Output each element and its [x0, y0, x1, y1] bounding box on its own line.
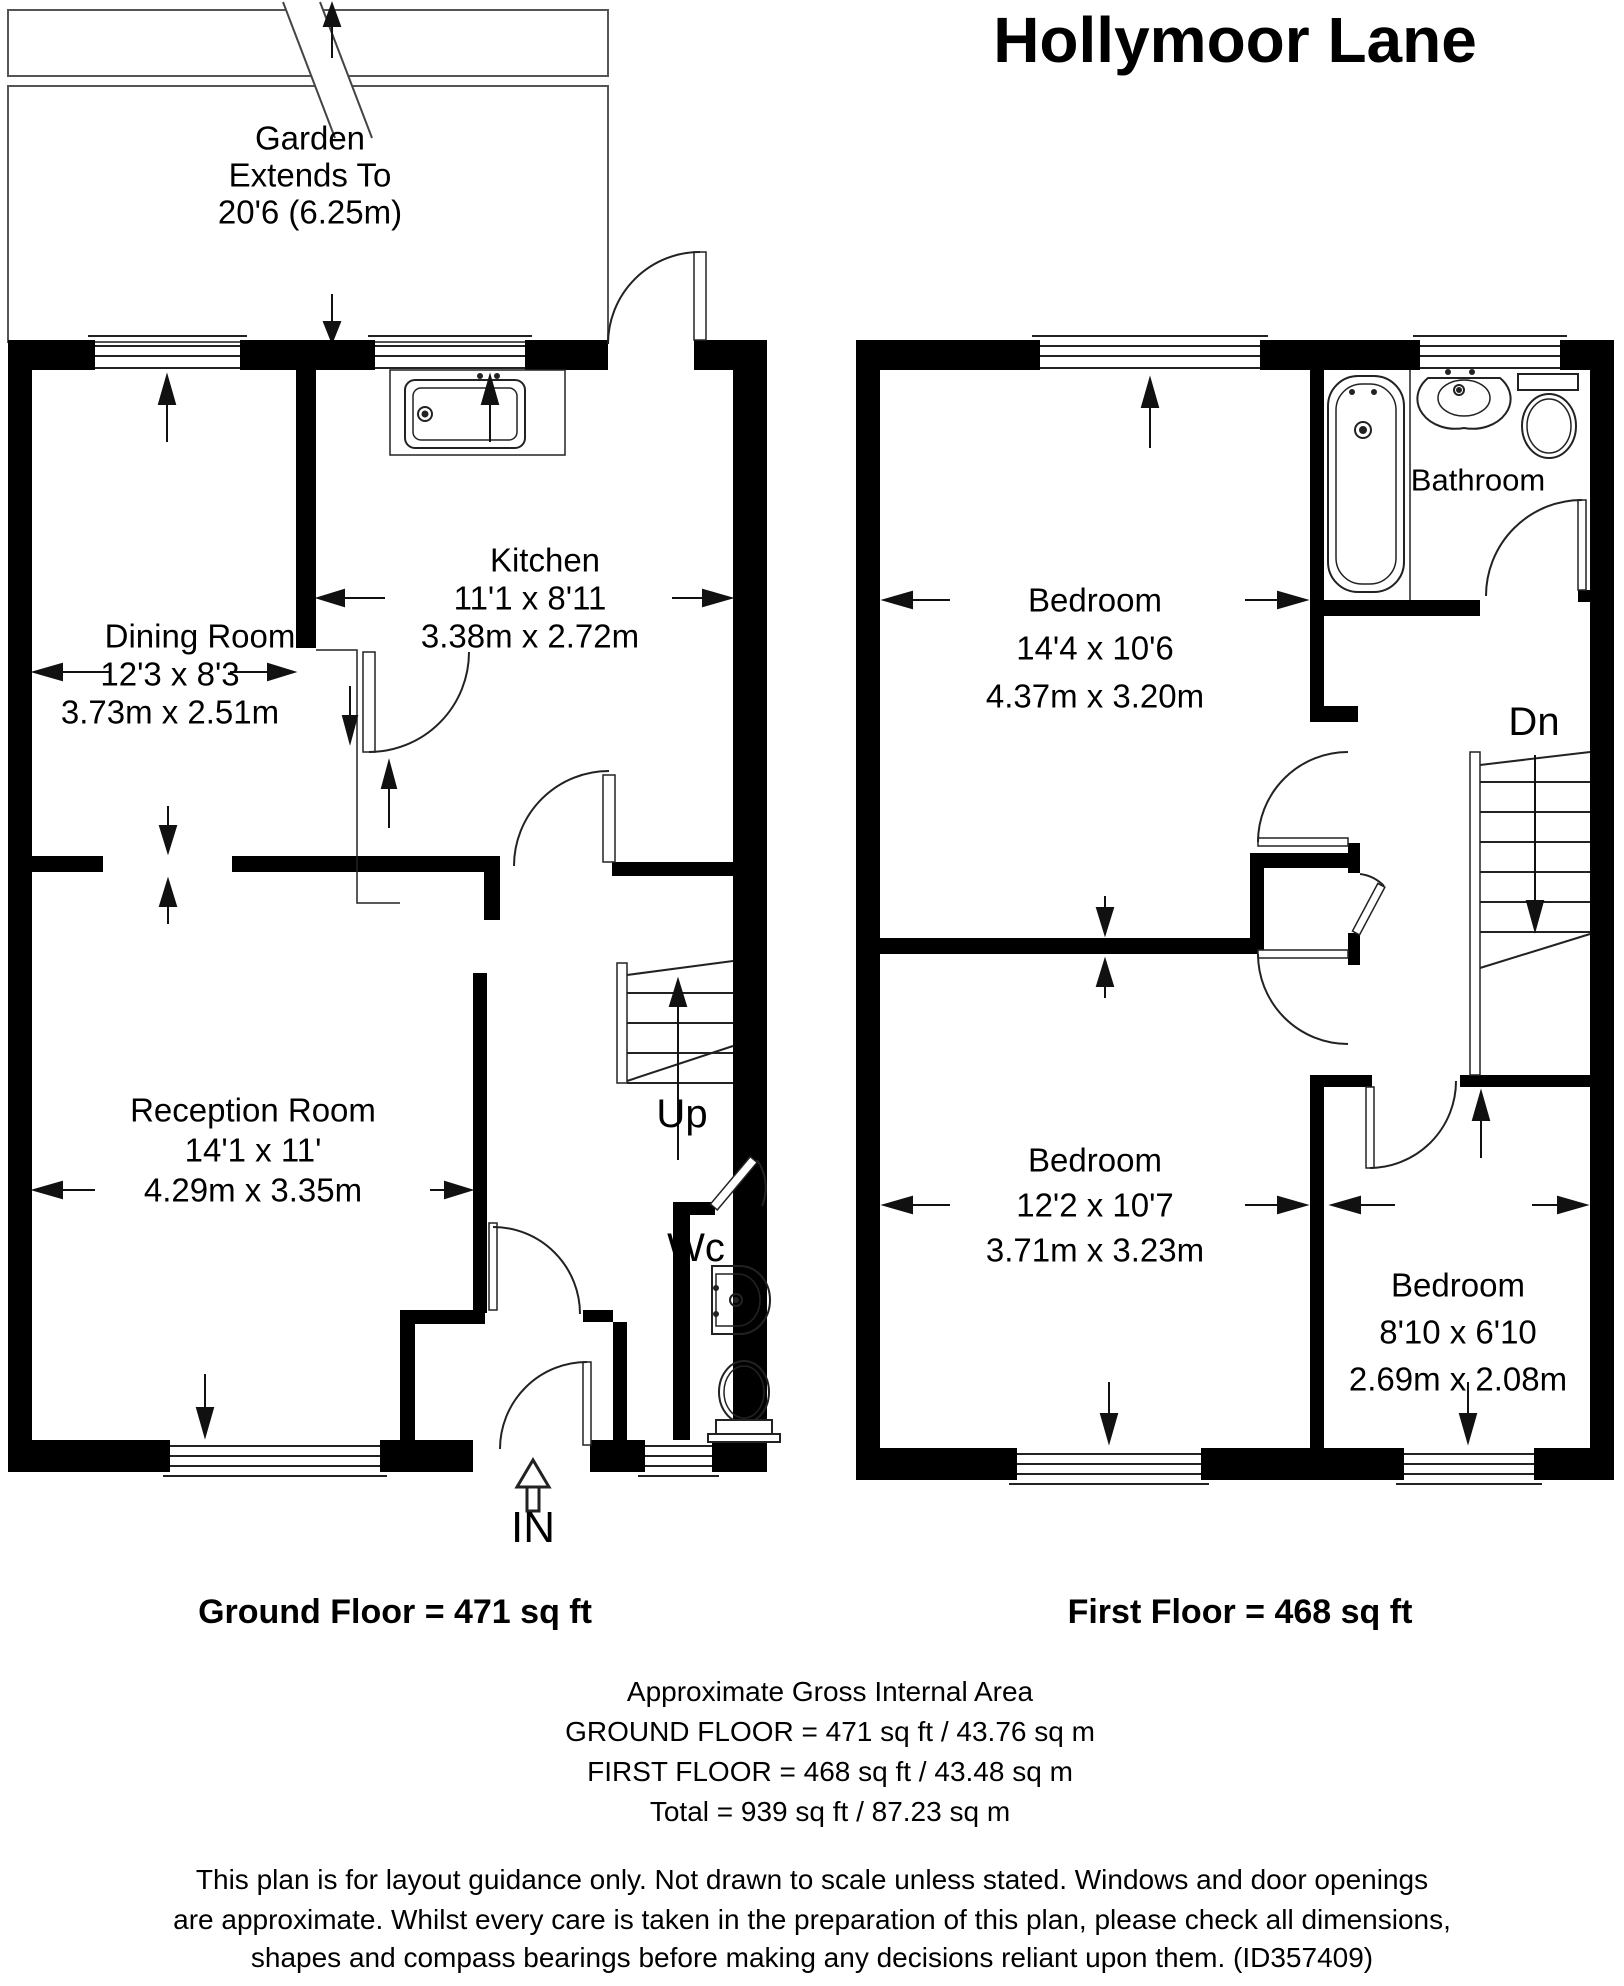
ground-floor-title: Ground Floor = 471 sq ft: [198, 1593, 592, 1631]
reception-room-metric: 4.29m x 3.35m: [143, 1171, 363, 1209]
kitchen-name: Kitchen: [489, 541, 601, 579]
reception-room-imperial: 14'1 x 11': [184, 1131, 322, 1169]
bedroom3-name: Bedroom: [1391, 1266, 1525, 1304]
dining-room-imperial: 12'3 x 8'3: [100, 655, 240, 693]
entrance-in-label: IN: [511, 1503, 555, 1552]
garden-extends-label: Extends To: [228, 156, 392, 194]
garden-label: Garden: [254, 119, 366, 157]
summary-total: Total = 939 sq ft / 87.23 sq m: [649, 1796, 1011, 1827]
stairs-dn-label: Dn: [1508, 700, 1560, 744]
wc-label: Wc: [667, 1226, 725, 1270]
kitchen-imperial: 11'1 x 8'11: [453, 579, 607, 617]
ground-dimension-arrows: [34, 376, 731, 1436]
dining-room-name: Dining Room: [104, 617, 296, 655]
summary-heading: Approximate Gross Internal Area: [626, 1676, 1034, 1707]
bedroom3-imperial: 8'10 x 6'10: [1379, 1313, 1537, 1351]
disclaimer-line3: shapes and compass bearings before making any decisions reliant upon them. (ID357409): [250, 1942, 1374, 1973]
bathtub-icon: [1328, 370, 1410, 600]
dining-room-metric: 3.73m x 2.51m: [60, 693, 280, 731]
bedroom1-metric: 4.37m x 3.20m: [985, 677, 1205, 715]
first-floor-walls: [856, 340, 1614, 1480]
bedroom1-imperial: 14'4 x 10'6: [1016, 629, 1174, 667]
summary-ground: GROUND FLOOR = 471 sq ft / 43.76 sq m: [565, 1716, 1095, 1747]
bedroom2-metric: 3.71m x 3.23m: [985, 1231, 1205, 1269]
page-title: Hollymoor Lane: [993, 4, 1477, 76]
first-floor-windows: [1009, 336, 1567, 1484]
staircase-down: [1470, 752, 1590, 1075]
bedroom2-name: Bedroom: [1028, 1141, 1162, 1179]
bathroom-sink-icon: [1417, 369, 1510, 429]
disclaimer-line2: are approximate. Whilst every care is taken in the preparation of this plan, please check all dimensions,: [173, 1904, 1451, 1935]
garden-dimension: 20'6 (6.25m): [217, 193, 403, 231]
kitchen-metric: 3.38m x 2.72m: [420, 617, 640, 655]
ground-floor-windows: [88, 336, 719, 1476]
bathroom-label: Bathroom: [1410, 462, 1546, 498]
stairs-up-label: Up: [656, 1092, 708, 1136]
bedroom3-metric: 2.69m x 2.08m: [1348, 1360, 1568, 1398]
ground-floor-walls: [8, 340, 767, 1472]
bedroom1-name: Bedroom: [1028, 581, 1162, 619]
reception-room-name: Reception Room: [130, 1091, 376, 1129]
disclaimer-line1: This plan is for layout guidance only. Not drawn to scale unless stated. Windows and door openings: [195, 1864, 1429, 1895]
bedroom2-imperial: 12'2 x 10'7: [1016, 1186, 1174, 1224]
first-floor-title: First Floor = 468 sq ft: [1067, 1593, 1413, 1631]
summary-first: FIRST FLOOR = 468 sq ft / 43.48 sq m: [587, 1756, 1073, 1787]
bathroom-toilet-icon: [1518, 374, 1578, 458]
